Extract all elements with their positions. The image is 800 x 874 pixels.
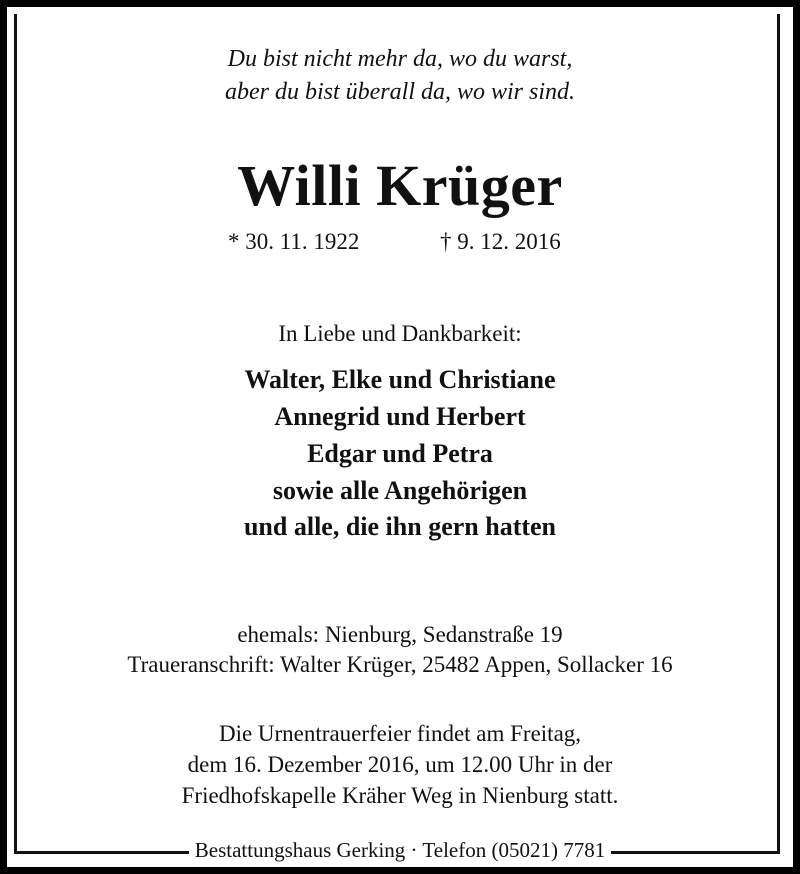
motto-line-2: aber du bist überall da, wo wir sind. [224,79,576,105]
former-address: ehemals: Nienburg, Sedanstraße 19 [237,622,563,647]
motto-line-1: Du bist nicht mehr da, wo du warst, [227,46,573,72]
funeral-home-footer [0,838,800,863]
mourner-line: sowie alle Angehörigen [272,476,528,505]
death-date: † 9. 12. 2016 [440,229,561,254]
funeral-home-contact: Bestattungshaus Gerking · Telefon (05021) 7781 [189,838,611,862]
mourning-address: Traueranschrift: Walter Krüger, 25482 Appen, Sollacker 16 [127,652,673,677]
intro-text: In Liebe und Dankbarkeit: [278,321,522,346]
ceremony-line: Friedhofskapelle Kräher Weg in Nienburg statt. [181,783,619,808]
ceremony-line: Die Urnentrauerfeier findet am Freitag, [218,721,582,746]
mourner-line: und alle, die ihn gern hatten [243,512,557,541]
mourner-line: Edgar und Petra [307,439,493,468]
ceremony-line: dem 16. Dezember 2016, um 12.00 Uhr in der [187,752,613,777]
mourner-line: Annegrid und Herbert [274,402,526,431]
mourner-line: Walter, Elke und Christiane [244,365,556,394]
deceased-name: Willi Krüger [237,153,563,218]
birth-date: * 30. 11. 1922 [228,229,360,254]
